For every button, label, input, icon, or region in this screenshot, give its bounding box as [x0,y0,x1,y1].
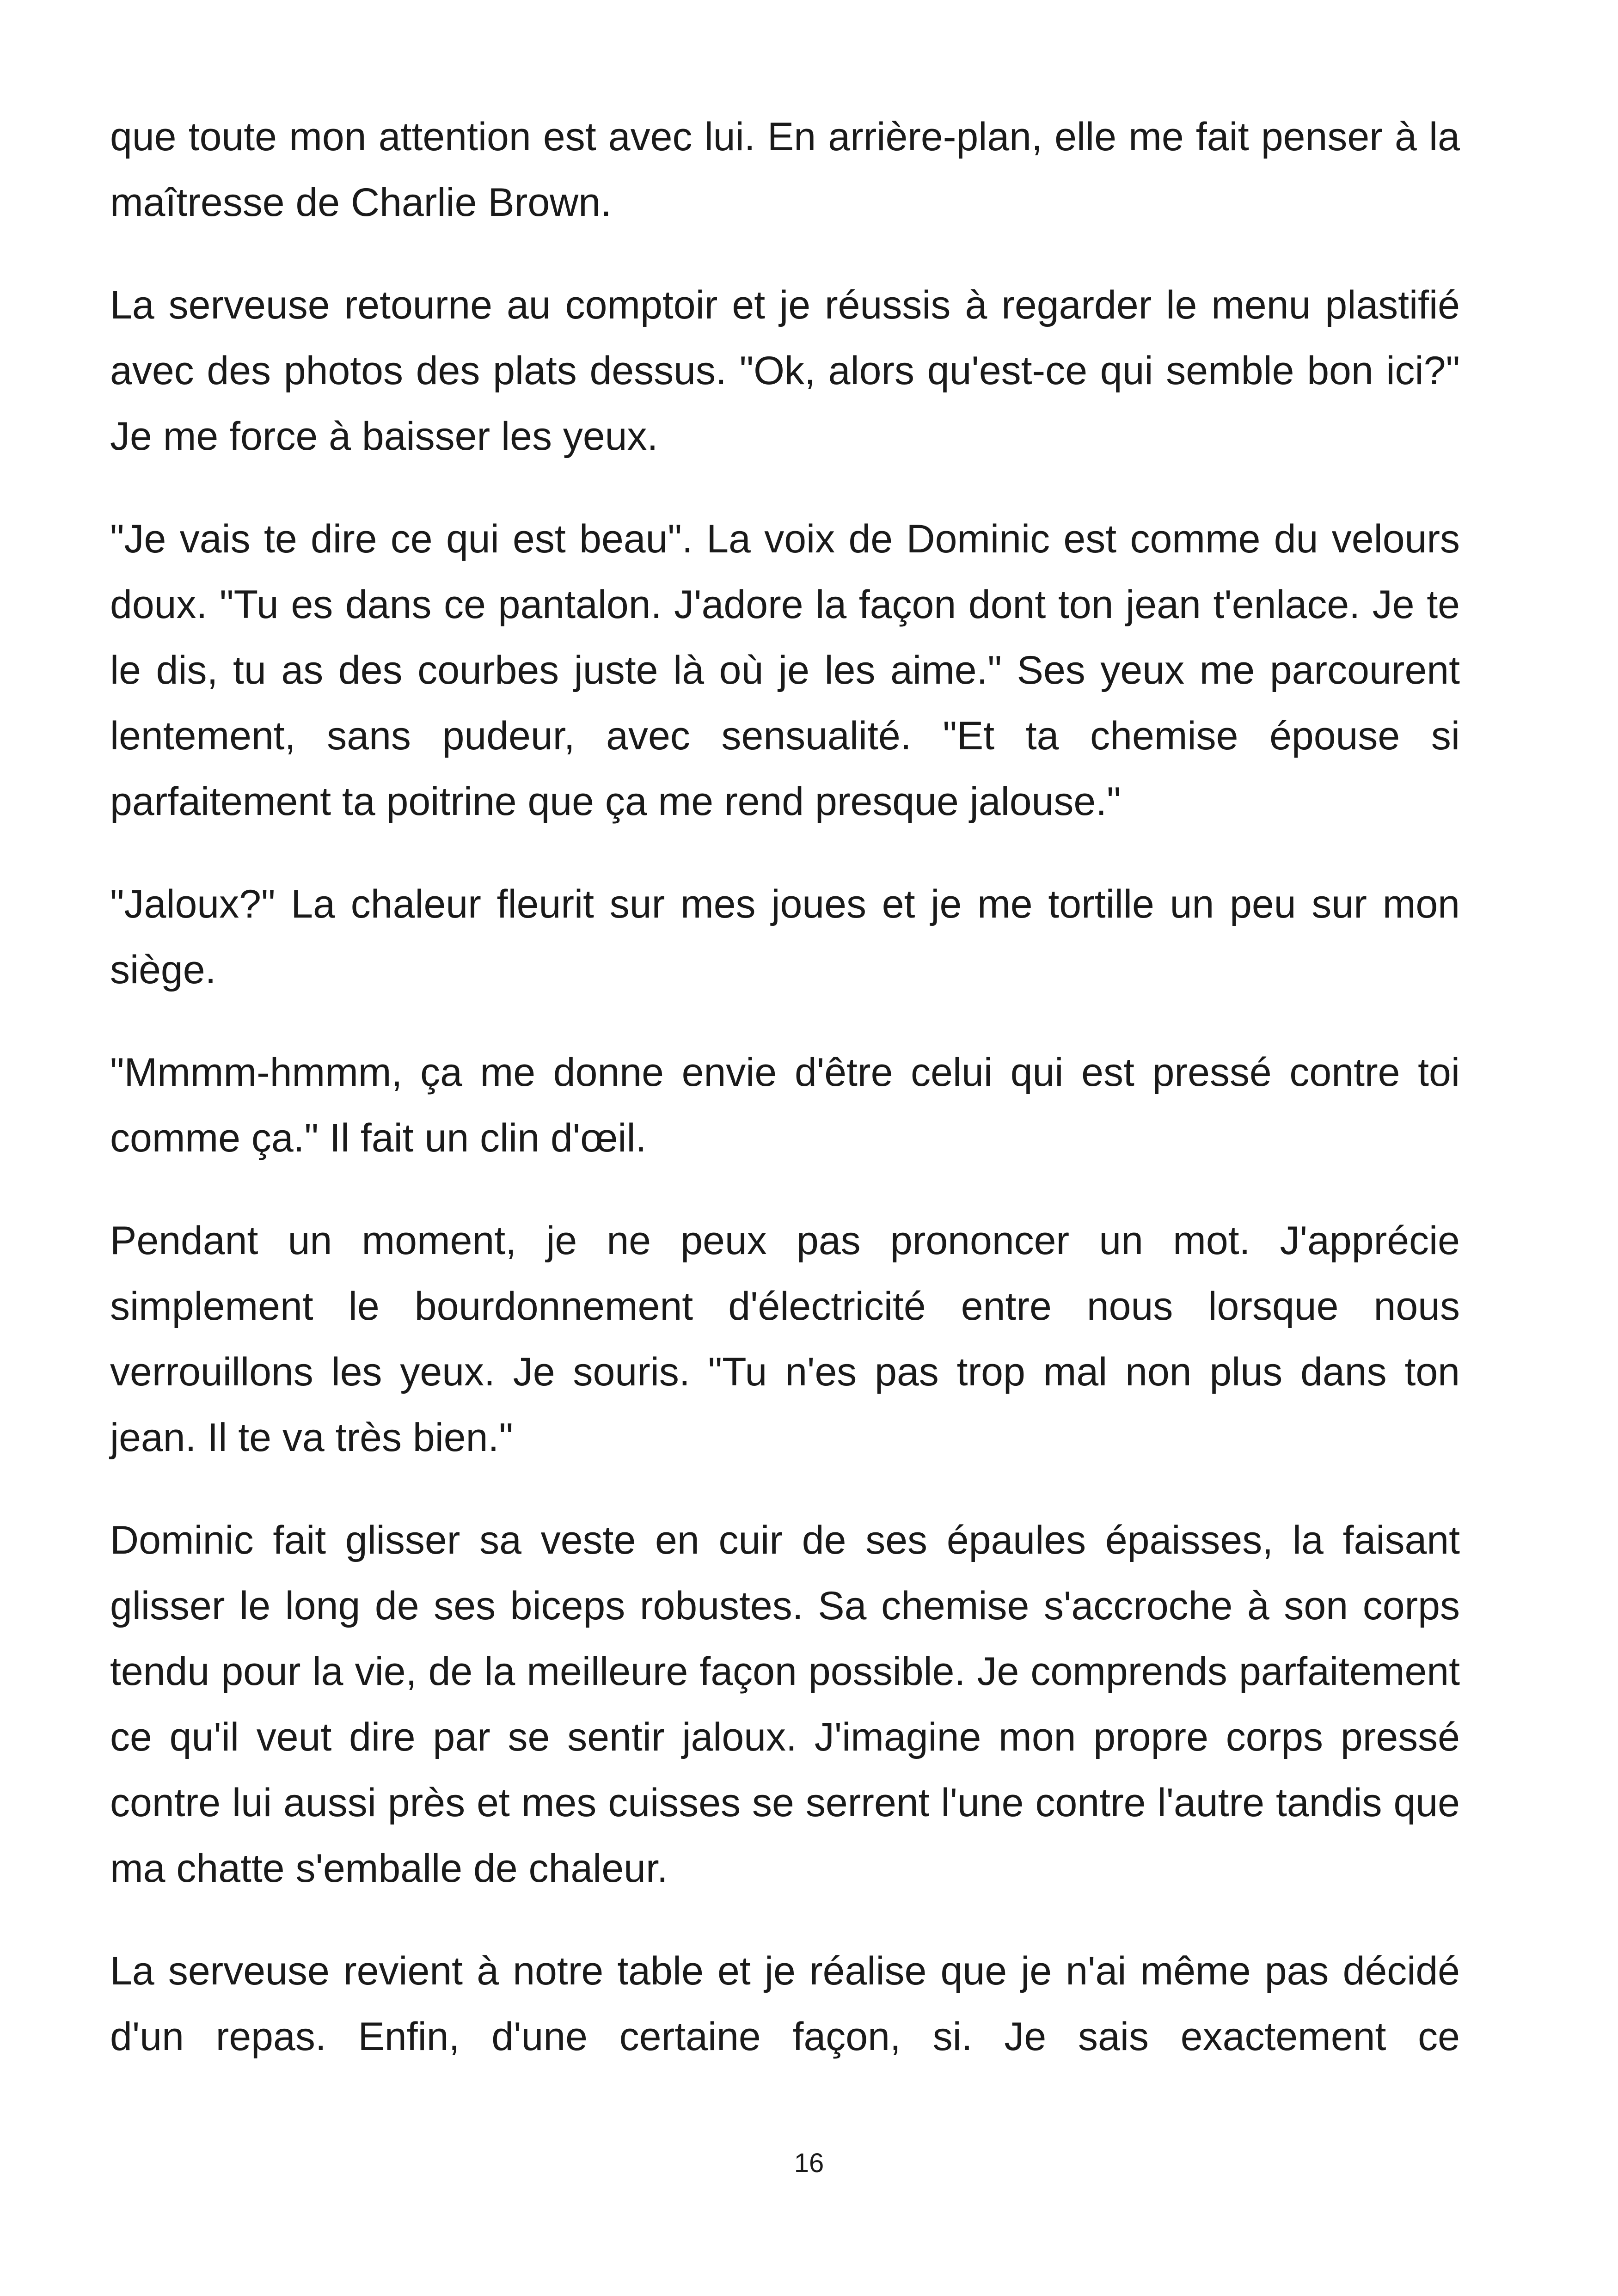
body-text [110,104,1460,2106]
paragraph-7: Dominic fait glisser sa veste en cuir de ses épaules épaisses, la faisant glisser le long de ses biceps robustes. Sa chemise s'accroche à son corps tendu pour la vie, de la meilleure façon possible. Je comprends parfaitement ce qu'il veut dire par se sentir jaloux. J'imagine mon propre corps pressé contre lui aussi près et mes cuisses se serrent l'une contre l'autre tandis que ma chatte s'emballe de chaleur. [110,1518,1460,1891]
paragraph-6: Pendant un moment, je ne peux pas prononcer un mot. J'apprécie simplement le bourdonnement d'électricité entre nous lorsque nous verrouillons les yeux. Je souris. "Tu n'es pas trop mal non plus dans ton jean. Il te va très bien." [110,1218,1460,1460]
paragraph-3: "Je vais te dire ce qui est beau". La voix de Dominic est comme du velours doux. "Tu es dans ce pantalon. J'adore la façon dont ton jean t'enlace. Je te le dis, tu as des courbes juste là où je les aime." Ses yeux me parcourent lentement, sans pudeur, avec sensualité. "Et ta chemise épouse si parfaitement ta poitrine que ça me rend presque jalouse." [110,517,1460,824]
paragraph-1: que toute mon attention est avec lui. En arrière-plan, elle me fait penser à la maîtresse de Charlie Brown. [110,115,1460,225]
paragraph-2: La serveuse retourne au comptoir et je réussis à regarder le menu plastifié avec des photos des plats dessus. "Ok, alors qu'est-ce qui semble bon ici?" Je me force à baisser les yeux. [110,283,1460,459]
paragraph-5: "Mmmm-hmmm, ça me donne envie d'être celui qui est pressé contre toi comme ça." Il fait un clin d'œil. [110,1050,1460,1160]
page-number: 16 [794,2148,824,2178]
paragraph-4: "Jaloux?" La chaleur fleurit sur mes joues et je me tortille un peu sur mon siège. [110,882,1460,992]
paragraph-8: La serveuse revient à notre table et je réalise que je n'ai même pas décidé d'un repas. Enfin, d'une certaine façon, si. Je sais exactement ce [110,1949,1460,2059]
